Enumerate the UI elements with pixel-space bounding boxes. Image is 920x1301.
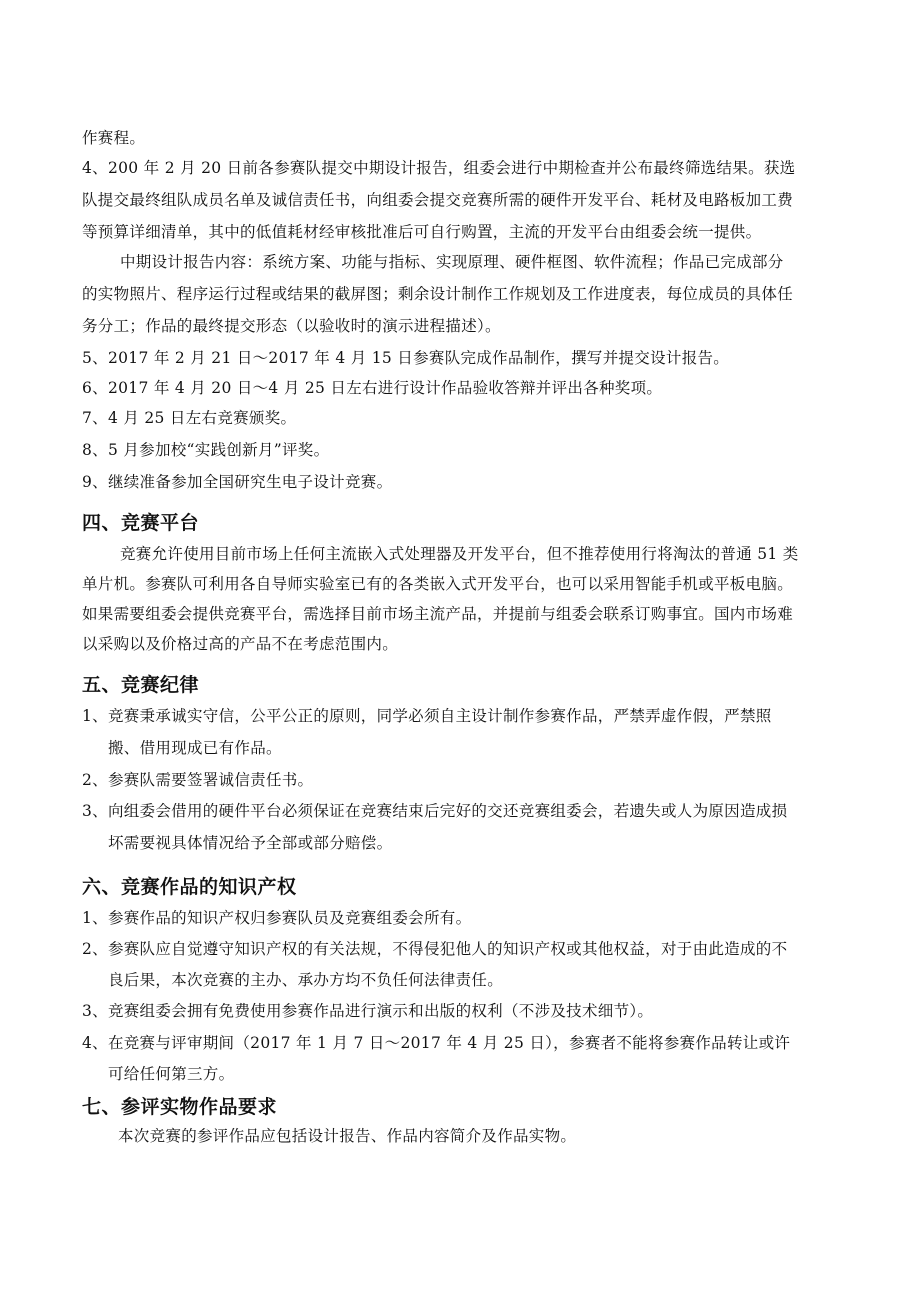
section-6-item-1: 1、参赛作品的知识产权归参赛队员及竞赛组委会所有。 — [82, 909, 472, 927]
section-6-heading: 六、竞赛作品的知识产权 — [82, 876, 297, 898]
section-7-heading: 七、参评实物作品要求 — [82, 1096, 278, 1118]
section-6-item-2-line-2: 良后果，本次竞赛的主办、承办方均不负任何法律责任。 — [108, 971, 504, 989]
section-4-para-line-4: 以采购以及价格过高的产品不在考虑范围内。 — [82, 635, 399, 653]
section-6-item-4-line-2: 可给任何第三方。 — [108, 1065, 235, 1083]
schedule-item-7: 7、4 月 25 日左右竞赛颁奖。 — [82, 409, 297, 427]
section-5-heading: 五、竞赛纪律 — [82, 674, 200, 696]
section-7-para: 本次竞赛的参评作品应包括设计报告、作品内容简介及作品实物。 — [118, 1127, 577, 1145]
section-5-item-3-line-2: 坏需要视具体情况给予全部或部分赔偿。 — [108, 834, 393, 852]
schedule-item-4-line-2: 队提交最终组队成员名单及诚信责任书，向组委会提交竞赛所需的硬件开发平台、耗材及电路板加工费 — [82, 191, 794, 209]
section-5-item-2: 2、参赛队需要签署诚信责任书。 — [82, 771, 314, 789]
midterm-line-3: 务分工；作品的最终提交形态（以验收时的演示进程描述）。 — [82, 317, 501, 335]
section-5-item-3-line-1: 3、向组委会借用的硬件平台必须保证在竞赛结束后完好的交还竞赛组委会，若遗失或人为原因造成损 — [82, 802, 788, 820]
section-6-item-2-line-1: 2、参赛队应自觉遵守知识产权的有关法规，不得侵犯他人的知识产权或其他权益，对于由此造成的不 — [82, 940, 788, 958]
section-5-item-1-line-2: 搬、借用现成已有作品。 — [108, 739, 282, 757]
intro-line: 作赛程。 — [82, 129, 146, 147]
section-4-para-line-1: 竞赛允许使用目前市场上任何主流嵌入式处理器及开发平台，但不推荐使用行将淘汰的普通 51 类 — [120, 545, 799, 563]
section-5-item-1-line-1: 1、竞赛秉承诚实守信，公平公正的原则，同学必须自主设计制作参赛作品，严禁弄虚作假，严禁照 — [82, 707, 772, 725]
schedule-item-8: 8、5 月参加校“实践创新月”评奖。 — [82, 441, 330, 459]
midterm-line-1: 中期设计报告内容：系统方案、功能与指标、实现原理、硬件框图、软件流程；作品已完成部分 — [120, 253, 784, 271]
schedule-item-9: 9、继续准备参加全国研究生电子设计竞赛。 — [82, 473, 393, 491]
midterm-line-2: 的实物照片、程序运行过程或结果的截屏图；剩余设计制作工作规划及工作进度表，每位成员的具体任 — [82, 285, 794, 303]
schedule-item-6: 6、2017 年 4 月 20 日～4 月 25 日左右进行设计作品验收答辩并评出各种奖项。 — [82, 379, 663, 397]
section-6-item-4-line-1: 4、在竞赛与评审期间（2017 年 1 月 7 日～2017 年 4 月 25 日），参赛者不能将参赛作品转让或许 — [82, 1034, 791, 1052]
section-4-para-line-3: 如果需要组委会提供竞赛平台，需选择目前市场主流产品，并提前与组委会联系订购事宜。国内市场难 — [82, 605, 794, 623]
section-4-heading: 四、竞赛平台 — [82, 512, 200, 534]
schedule-item-4-line-3: 等预算详细清单，其中的低值耗材经审核批准后可自行购置，主流的开发平台由组委会统一提供。 — [82, 223, 762, 241]
section-6-item-3: 3、竞赛组委会拥有免费使用参赛作品进行演示和出版的权利（不涉及技术细节）。 — [82, 1002, 654, 1020]
section-4-para-line-2: 单片机。参赛队可利用各自导师实验室已有的各类嵌入式开发平台，也可以采用智能手机或平板电脑。 — [82, 575, 794, 593]
schedule-item-5: 5、2017 年 2 月 21 日～2017 年 4 月 15 日参赛队完成作品制作，撰写并提交设计报告。 — [82, 349, 730, 367]
schedule-item-4-line-1: 4、200 年 2 月 20 日前各参赛队提交中期设计报告，组委会进行中期检查并公布最终筛选结果。获选 — [82, 159, 796, 177]
